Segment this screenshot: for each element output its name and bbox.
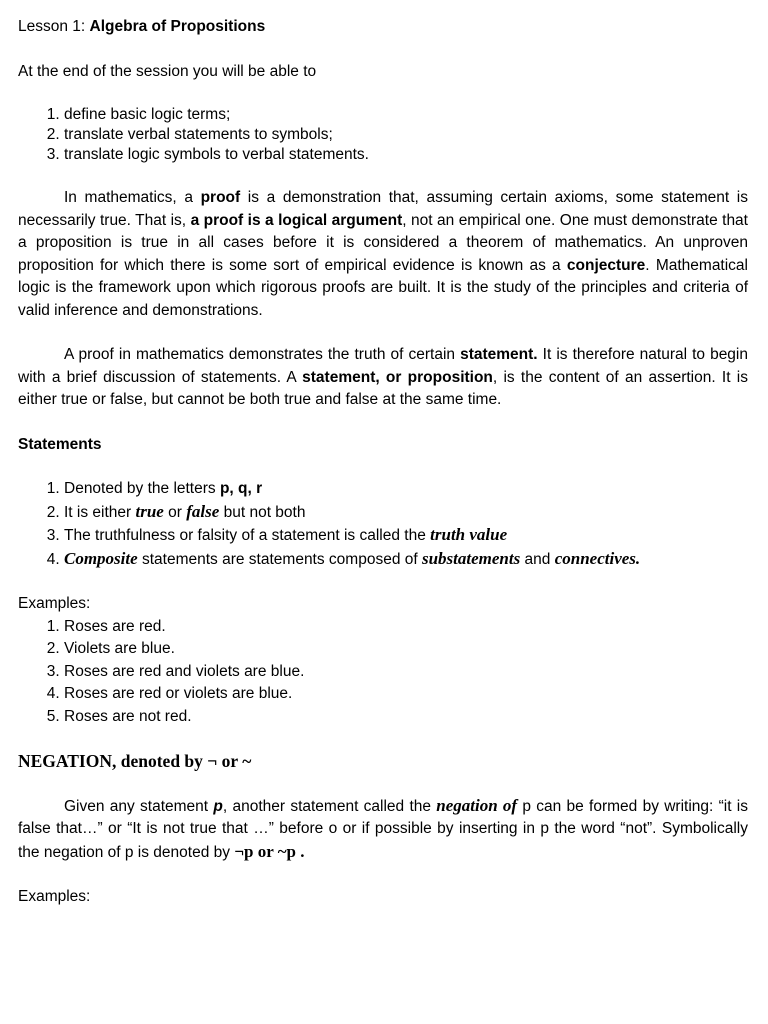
text-run: , is the content of an assertion. It is either true or false, but cannot be both true and false at the same time. [18, 368, 748, 408]
term-truth-value: truth value [430, 525, 508, 544]
list-item: 3. translate logic symbols to verbal statements. [64, 145, 748, 165]
term-letters: p, q, r [219, 480, 263, 497]
examples-label: Examples: [18, 595, 91, 612]
term-false: false [186, 501, 220, 521]
term-negation-of: negation of [436, 795, 518, 815]
text-run: or [163, 503, 187, 521]
list-item: 1. define basic logic terms; [64, 105, 748, 125]
term-proposition: statement, or proposition [302, 368, 493, 386]
text-run: but not both [219, 503, 306, 521]
text-run: , another statement called the [222, 797, 437, 815]
objectives-list [18, 105, 748, 165]
list-item: 4. Roses are red or violets are blue. [64, 683, 748, 706]
lesson-title [18, 16, 748, 39]
paragraph-statement [18, 344, 748, 412]
negation-symbols: ¬p or ~p . [234, 841, 305, 861]
list-item: 2. translate verbal statements to symbols; [64, 125, 748, 145]
text-run: is a demonstration that, assuming certain axioms, some statement is necessarily true. That is, [18, 189, 748, 229]
lesson-title-name: Algebra of Propositions [89, 18, 266, 35]
text-run: In mathematics, a [64, 189, 201, 206]
term-substatements: substatements [421, 548, 521, 568]
text-run: p can be formed by writing: “it is false that…” or “It is not true that …” before o or if possible by inserting in p the word “not”. Symbolically the negation of p is denoted by [18, 797, 749, 861]
term-composite: Composite [64, 548, 138, 568]
term-statement: statement. [460, 346, 538, 363]
list-item: 3. Roses are red and violets are blue. [64, 661, 748, 684]
paragraph-negation [18, 795, 748, 865]
text-run: statements are statements composed of [137, 550, 422, 568]
text-run: and [520, 550, 555, 568]
text-run: It is either [64, 503, 136, 521]
text-run: Given any statement [64, 797, 214, 815]
text-run: , not an empirical one. One must demonstrate that a proposition is true in all cases before it is considered a theorem of mathematics. An unproven proposition for which there is some sort of empirical evidence is known as a [18, 211, 748, 274]
list-item [64, 478, 748, 501]
term-true: true [135, 501, 164, 521]
statement-properties-list [18, 478, 748, 571]
negation-heading: NEGATION, denoted by ¬ or ~ [18, 751, 252, 771]
intro-text: At the end of the session you will be able to [18, 62, 317, 80]
list-item [64, 501, 748, 525]
text-run: It is therefore natural to begin with a brief discussion of statements. A [18, 346, 748, 386]
examples-list [18, 616, 748, 729]
list-item [64, 548, 748, 572]
examples-label-2: Examples: [18, 888, 91, 905]
paragraph-proof [18, 187, 748, 322]
term-connectives: connectives. [554, 548, 641, 568]
lesson-title-prefix: Lesson 1: [18, 18, 90, 35]
list-item: 5. Roses are not red. [64, 706, 748, 729]
text-run: A proof in mathematics demonstrates the truth of certain [64, 346, 461, 363]
term-proof: proof [200, 189, 241, 206]
list-item [64, 524, 748, 548]
text-run: . Mathematical logic is the framework upon which rigorous proofs are built. It is the study of the principles and criteria of valid inference and demonstrations. [18, 256, 749, 319]
statements-heading: Statements [18, 435, 102, 453]
term-logical-argument: a proof is a logical argument [190, 211, 403, 229]
list-item: 2. Violets are blue. [64, 638, 748, 661]
text-run: The truthfulness or falsity of a statement is called the [64, 527, 431, 544]
text-run: Denoted by the letters [64, 480, 220, 497]
symbol-p: p [213, 797, 223, 815]
term-conjecture: conjecture [566, 256, 646, 274]
list-item: 1. Roses are red. [64, 616, 748, 639]
